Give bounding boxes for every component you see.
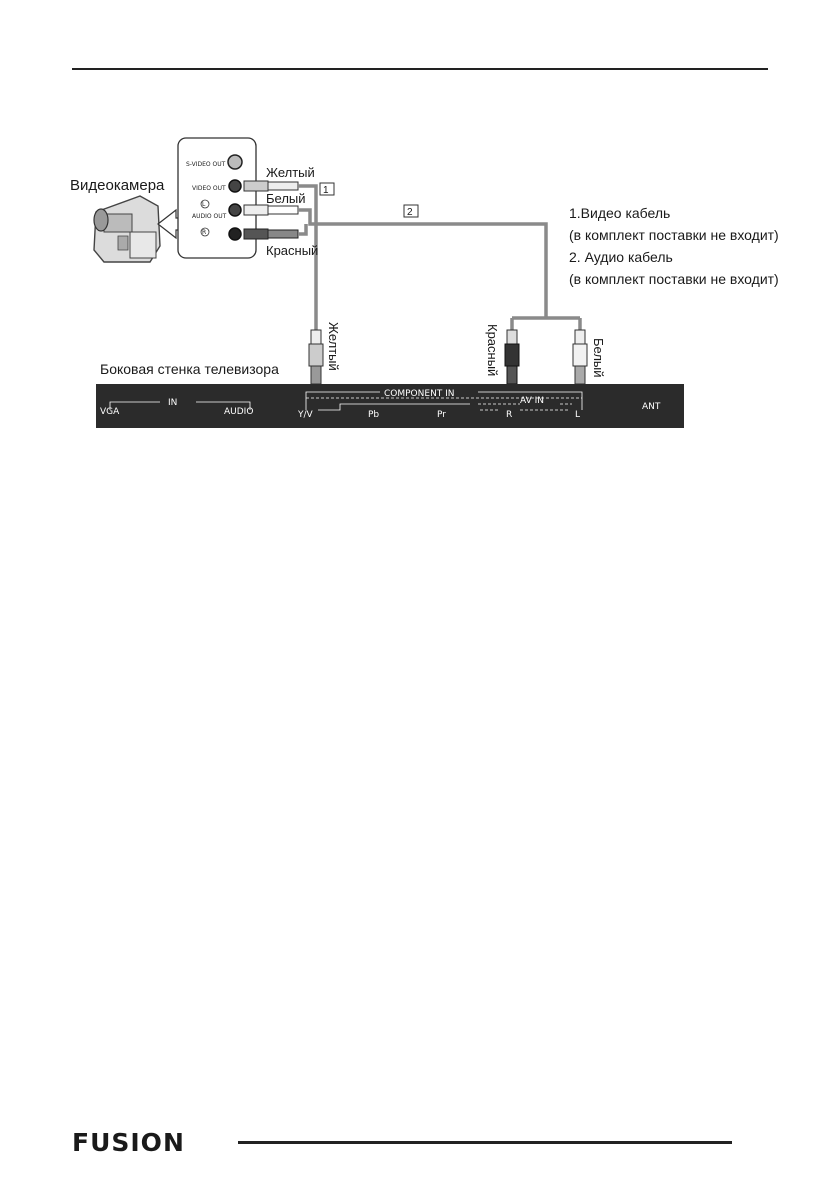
audio-left-mark: L <box>202 201 206 208</box>
camcorder-icon <box>94 196 160 262</box>
legend-line-1: 1.Видео кабель <box>569 205 671 221</box>
audio-left-jack-icon <box>229 204 241 216</box>
svideo-out-label: S-VIDEO OUT <box>186 161 226 168</box>
red-label-camera: Красный <box>266 243 319 258</box>
in-label: IN <box>168 398 178 408</box>
r-label: R <box>506 410 513 420</box>
svideo-jack-icon <box>228 155 242 169</box>
yellow-label-camera: Желтый <box>266 165 315 180</box>
camcorder-title: Видеокамера <box>70 177 165 194</box>
cables <box>298 186 580 330</box>
tv-side-label: Боковая стенка телевизора <box>100 361 279 377</box>
white-label-tv: Белый <box>591 338 606 378</box>
video-out-label: VIDEO OUT <box>192 185 226 192</box>
video-jack-icon <box>229 180 241 192</box>
fusion-logo: FUSION <box>72 1128 185 1157</box>
yv-label: Y/V <box>298 410 313 420</box>
cable-tag-1-label: 1 <box>323 185 329 196</box>
component-in-label: COMPONENT IN <box>384 389 455 399</box>
camera-output-panel <box>178 138 256 258</box>
yellow-label-tv: Желтый <box>326 322 341 371</box>
legend-line-2: (в комплект поставки не входит) <box>569 227 779 243</box>
legend-line-4: (в комплект поставки не входит) <box>569 271 779 287</box>
audio-out-label: AUDIO OUT <box>192 213 227 220</box>
audio-right-mark: R <box>202 229 207 236</box>
ant-label: ANT <box>642 402 661 412</box>
av-in-label: AV IN <box>520 396 544 406</box>
red-label-tv: Красный <box>485 324 500 377</box>
vga-label: VGA <box>100 407 120 417</box>
camera-plugs <box>244 181 298 239</box>
audio-label: AUDIO <box>224 407 254 417</box>
pr-label: Pr <box>437 410 446 420</box>
white-label-camera: Белый <box>266 191 306 206</box>
legend-line-3: 2. Аудио кабель <box>569 249 673 265</box>
bottom-rule <box>238 1141 732 1144</box>
l-label: L <box>575 410 581 420</box>
tv-plugs <box>309 330 587 384</box>
audio-right-jack-icon <box>229 228 241 240</box>
pb-label: Pb <box>368 410 380 420</box>
cable-tag-2-label: 2 <box>407 207 413 218</box>
